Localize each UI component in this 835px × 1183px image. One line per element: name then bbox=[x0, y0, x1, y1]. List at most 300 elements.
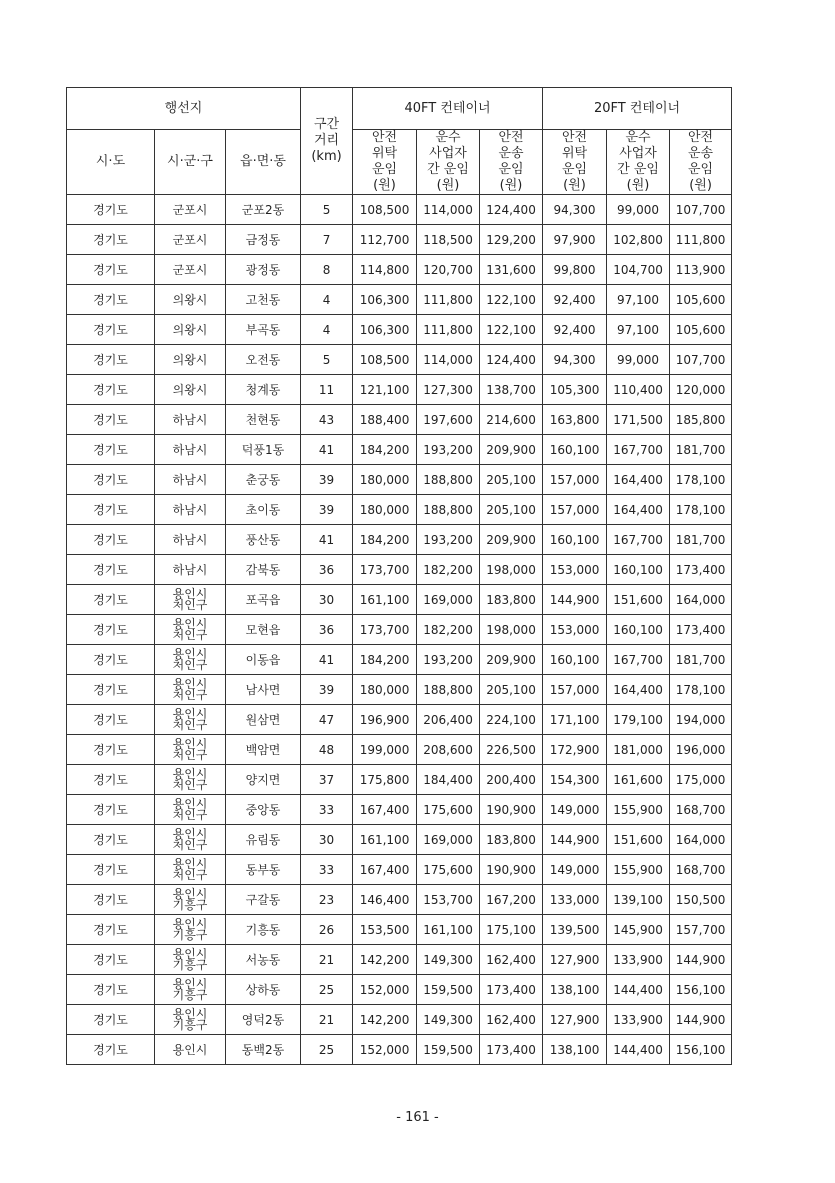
distance-cell: 47 bbox=[301, 705, 353, 735]
table-row bbox=[67, 675, 732, 705]
table-row bbox=[67, 285, 732, 315]
ft20-safe-entrust-cell: 105,300 bbox=[543, 375, 607, 405]
ft20-safe-transport-cell: 113,900 bbox=[670, 255, 732, 285]
ft20-safe-transport-cell: 156,100 bbox=[670, 1035, 732, 1065]
ft20-carrier-cell: 102,800 bbox=[607, 225, 670, 255]
ft20-safe-entrust-cell: 171,100 bbox=[543, 705, 607, 735]
ft20-carrier-cell: 151,600 bbox=[607, 585, 670, 615]
ft40-safe-transport-cell: 205,100 bbox=[480, 465, 543, 495]
ft20-safe-entrust-cell: 160,100 bbox=[543, 525, 607, 555]
distance-cell: 5 bbox=[301, 345, 353, 375]
sigungu-cell: 하남시 bbox=[155, 405, 226, 435]
ft40-safe-entrust-cell: 142,200 bbox=[353, 1005, 417, 1035]
distance-cell: 41 bbox=[301, 435, 353, 465]
ft20-safe-entrust-cell: 127,900 bbox=[543, 1005, 607, 1035]
ft40-safe-transport-cell: 209,900 bbox=[480, 525, 543, 555]
table-row bbox=[67, 885, 732, 915]
ft40-safe-entrust-cell: 184,200 bbox=[353, 435, 417, 465]
ft20-safe-transport-cell: 178,100 bbox=[670, 675, 732, 705]
sido-cell: 경기도 bbox=[67, 825, 155, 855]
ft20-safe-transport-cell: 181,700 bbox=[670, 645, 732, 675]
sigungu-cell: 의왕시 bbox=[155, 345, 226, 375]
sido-cell: 경기도 bbox=[67, 285, 155, 315]
ft40-safe-transport-cell: 198,000 bbox=[480, 555, 543, 585]
ft40-safe-transport-cell: 173,400 bbox=[480, 975, 543, 1005]
sido-cell: 경기도 bbox=[67, 315, 155, 345]
ft20-safe-entrust-cell: 92,400 bbox=[543, 315, 607, 345]
ft40-carrier-cell: 169,000 bbox=[417, 825, 480, 855]
sido-cell: 경기도 bbox=[67, 855, 155, 885]
eupmyeondong-cell: 금정동 bbox=[226, 225, 301, 255]
ft40-safe-transport-cell: 190,900 bbox=[480, 795, 543, 825]
ft20-safe-entrust-cell: 133,000 bbox=[543, 885, 607, 915]
ft40-safe-entrust-cell: 121,100 bbox=[353, 375, 417, 405]
sigungu-cell: 군포시 bbox=[155, 255, 226, 285]
ft20-carrier-cell: 160,100 bbox=[607, 555, 670, 585]
distance-cell: 36 bbox=[301, 555, 353, 585]
ft40-carrier-cell: 182,200 bbox=[417, 615, 480, 645]
sigungu-cell: 용인시 처인구 bbox=[155, 795, 226, 825]
table-row bbox=[67, 765, 732, 795]
distance-cell: 21 bbox=[301, 1005, 353, 1035]
ft20-safe-transport-cell: 173,400 bbox=[670, 615, 732, 645]
sigungu-cell: 용인시 처인구 bbox=[155, 705, 226, 735]
sigungu-cell: 의왕시 bbox=[155, 285, 226, 315]
ft20-safe-entrust-cell: 163,800 bbox=[543, 405, 607, 435]
ft20-safe-entrust-cell: 160,100 bbox=[543, 645, 607, 675]
distance-cell: 37 bbox=[301, 765, 353, 795]
ft20-safe-entrust-cell: 92,400 bbox=[543, 285, 607, 315]
ft40-carrier-cell: 188,800 bbox=[417, 465, 480, 495]
ft40-safe-entrust-cell: 161,100 bbox=[353, 585, 417, 615]
sido-cell: 경기도 bbox=[67, 885, 155, 915]
ft20-carrier-cell: 155,900 bbox=[607, 795, 670, 825]
distance-cell: 5 bbox=[301, 195, 353, 225]
ft40-safe-transport-cell: 209,900 bbox=[480, 435, 543, 465]
ft40-safe-transport-cell: 209,900 bbox=[480, 645, 543, 675]
header-20ft-carrier: 운수 사업자 간 운임 (원) bbox=[607, 130, 670, 195]
eupmyeondong-cell: 중앙동 bbox=[226, 795, 301, 825]
ft40-safe-transport-cell: 167,200 bbox=[480, 885, 543, 915]
eupmyeondong-cell: 덕풍1동 bbox=[226, 435, 301, 465]
ft20-carrier-cell: 110,400 bbox=[607, 375, 670, 405]
ft40-carrier-cell: 193,200 bbox=[417, 435, 480, 465]
table-row bbox=[67, 225, 732, 255]
table-row bbox=[67, 735, 732, 765]
ft40-carrier-cell: 149,300 bbox=[417, 1005, 480, 1035]
eupmyeondong-cell: 천현동 bbox=[226, 405, 301, 435]
ft40-safe-transport-cell: 198,000 bbox=[480, 615, 543, 645]
sigungu-cell: 용인시 기흥구 bbox=[155, 1005, 226, 1035]
ft40-carrier-cell: 182,200 bbox=[417, 555, 480, 585]
ft40-safe-entrust-cell: 146,400 bbox=[353, 885, 417, 915]
eupmyeondong-cell: 동백2동 bbox=[226, 1035, 301, 1065]
eupmyeondong-cell: 부곡동 bbox=[226, 315, 301, 345]
header-distance: 구간 거리 (km) bbox=[301, 88, 353, 195]
ft20-carrier-cell: 144,400 bbox=[607, 1035, 670, 1065]
sigungu-cell: 용인시 처인구 bbox=[155, 675, 226, 705]
sido-cell: 경기도 bbox=[67, 525, 155, 555]
ft20-safe-entrust-cell: 154,300 bbox=[543, 765, 607, 795]
ft20-safe-transport-cell: 194,000 bbox=[670, 705, 732, 735]
header-sigungu: 시·군·구 bbox=[155, 130, 226, 195]
distance-cell: 25 bbox=[301, 975, 353, 1005]
ft40-safe-transport-cell: 129,200 bbox=[480, 225, 543, 255]
distance-cell: 43 bbox=[301, 405, 353, 435]
ft20-safe-entrust-cell: 127,900 bbox=[543, 945, 607, 975]
eupmyeondong-cell: 오전동 bbox=[226, 345, 301, 375]
ft20-safe-transport-cell: 120,000 bbox=[670, 375, 732, 405]
sigungu-cell: 군포시 bbox=[155, 195, 226, 225]
ft20-safe-transport-cell: 150,500 bbox=[670, 885, 732, 915]
table-row bbox=[67, 945, 732, 975]
ft20-safe-transport-cell: 156,100 bbox=[670, 975, 732, 1005]
sigungu-cell: 하남시 bbox=[155, 495, 226, 525]
header-destination: 행선지 bbox=[67, 88, 301, 130]
table-row bbox=[67, 705, 732, 735]
distance-cell: 36 bbox=[301, 615, 353, 645]
header-40ft-safe-entrust: 안전 위탁 운임 (원) bbox=[353, 130, 417, 195]
ft40-safe-entrust-cell: 188,400 bbox=[353, 405, 417, 435]
eupmyeondong-cell: 원삼면 bbox=[226, 705, 301, 735]
distance-cell: 30 bbox=[301, 585, 353, 615]
sigungu-cell: 용인시 처인구 bbox=[155, 585, 226, 615]
sigungu-cell: 의왕시 bbox=[155, 315, 226, 345]
table-row bbox=[67, 645, 732, 675]
ft20-safe-entrust-cell: 139,500 bbox=[543, 915, 607, 945]
ft40-safe-entrust-cell: 152,000 bbox=[353, 975, 417, 1005]
distance-cell: 30 bbox=[301, 825, 353, 855]
ft20-carrier-cell: 164,400 bbox=[607, 495, 670, 525]
sido-cell: 경기도 bbox=[67, 555, 155, 585]
eupmyeondong-cell: 춘궁동 bbox=[226, 465, 301, 495]
freight-rate-table bbox=[66, 87, 732, 1065]
sido-cell: 경기도 bbox=[67, 975, 155, 1005]
sido-cell: 경기도 bbox=[67, 405, 155, 435]
sido-cell: 경기도 bbox=[67, 465, 155, 495]
ft40-safe-transport-cell: 190,900 bbox=[480, 855, 543, 885]
ft40-safe-entrust-cell: 199,000 bbox=[353, 735, 417, 765]
ft40-safe-entrust-cell: 161,100 bbox=[353, 825, 417, 855]
ft20-carrier-cell: 167,700 bbox=[607, 645, 670, 675]
table-row bbox=[67, 435, 732, 465]
ft20-safe-transport-cell: 164,000 bbox=[670, 825, 732, 855]
eupmyeondong-cell: 청계동 bbox=[226, 375, 301, 405]
ft20-safe-transport-cell: 181,700 bbox=[670, 435, 732, 465]
ft40-safe-transport-cell: 131,600 bbox=[480, 255, 543, 285]
sigungu-cell: 용인시 기흥구 bbox=[155, 975, 226, 1005]
ft20-safe-transport-cell: 105,600 bbox=[670, 315, 732, 345]
header-20ft-safe-transport: 안전 운송 운임 (원) bbox=[670, 130, 732, 195]
table-row bbox=[67, 855, 732, 885]
eupmyeondong-cell: 영덕2동 bbox=[226, 1005, 301, 1035]
ft20-safe-entrust-cell: 149,000 bbox=[543, 855, 607, 885]
ft40-safe-entrust-cell: 152,000 bbox=[353, 1035, 417, 1065]
ft40-safe-transport-cell: 122,100 bbox=[480, 315, 543, 345]
ft20-safe-entrust-cell: 157,000 bbox=[543, 495, 607, 525]
ft40-safe-entrust-cell: 184,200 bbox=[353, 525, 417, 555]
ft20-safe-entrust-cell: 138,100 bbox=[543, 975, 607, 1005]
sigungu-cell: 군포시 bbox=[155, 225, 226, 255]
ft20-safe-transport-cell: 111,800 bbox=[670, 225, 732, 255]
ft40-safe-transport-cell: 224,100 bbox=[480, 705, 543, 735]
ft20-carrier-cell: 97,100 bbox=[607, 315, 670, 345]
header-40ft-safe-transport: 안전 운송 운임 (원) bbox=[480, 130, 543, 195]
ft40-carrier-cell: 193,200 bbox=[417, 525, 480, 555]
table-row bbox=[67, 915, 732, 945]
ft40-safe-entrust-cell: 173,700 bbox=[353, 555, 417, 585]
ft20-carrier-cell: 145,900 bbox=[607, 915, 670, 945]
ft20-safe-transport-cell: 196,000 bbox=[670, 735, 732, 765]
distance-cell: 39 bbox=[301, 675, 353, 705]
ft20-safe-entrust-cell: 94,300 bbox=[543, 195, 607, 225]
ft40-carrier-cell: 206,400 bbox=[417, 705, 480, 735]
eupmyeondong-cell: 군포2동 bbox=[226, 195, 301, 225]
table-row bbox=[67, 525, 732, 555]
ft20-safe-transport-cell: 173,400 bbox=[670, 555, 732, 585]
ft20-safe-entrust-cell: 153,000 bbox=[543, 555, 607, 585]
ft40-safe-entrust-cell: 153,500 bbox=[353, 915, 417, 945]
ft40-safe-transport-cell: 226,500 bbox=[480, 735, 543, 765]
ft40-carrier-cell: 114,000 bbox=[417, 345, 480, 375]
sigungu-cell: 용인시 처인구 bbox=[155, 615, 226, 645]
ft20-carrier-cell: 133,900 bbox=[607, 945, 670, 975]
ft20-carrier-cell: 151,600 bbox=[607, 825, 670, 855]
ft20-carrier-cell: 139,100 bbox=[607, 885, 670, 915]
ft20-safe-entrust-cell: 144,900 bbox=[543, 585, 607, 615]
ft40-safe-entrust-cell: 142,200 bbox=[353, 945, 417, 975]
sigungu-cell: 용인시 처인구 bbox=[155, 735, 226, 765]
sigungu-cell: 하남시 bbox=[155, 525, 226, 555]
ft40-safe-entrust-cell: 196,900 bbox=[353, 705, 417, 735]
ft40-carrier-cell: 127,300 bbox=[417, 375, 480, 405]
ft20-safe-entrust-cell: 160,100 bbox=[543, 435, 607, 465]
ft20-carrier-cell: 104,700 bbox=[607, 255, 670, 285]
ft40-carrier-cell: 111,800 bbox=[417, 285, 480, 315]
sigungu-cell: 용인시 처인구 bbox=[155, 855, 226, 885]
distance-cell: 26 bbox=[301, 915, 353, 945]
ft20-safe-entrust-cell: 172,900 bbox=[543, 735, 607, 765]
ft40-safe-transport-cell: 124,400 bbox=[480, 195, 543, 225]
table-row bbox=[67, 495, 732, 525]
ft40-safe-entrust-cell: 167,400 bbox=[353, 795, 417, 825]
ft40-safe-entrust-cell: 167,400 bbox=[353, 855, 417, 885]
sido-cell: 경기도 bbox=[67, 645, 155, 675]
ft40-safe-transport-cell: 162,400 bbox=[480, 945, 543, 975]
distance-cell: 8 bbox=[301, 255, 353, 285]
ft20-carrier-cell: 179,100 bbox=[607, 705, 670, 735]
eupmyeondong-cell: 모현읍 bbox=[226, 615, 301, 645]
eupmyeondong-cell: 동부동 bbox=[226, 855, 301, 885]
ft20-safe-transport-cell: 168,700 bbox=[670, 855, 732, 885]
ft20-safe-transport-cell: 157,700 bbox=[670, 915, 732, 945]
ft20-safe-transport-cell: 107,700 bbox=[670, 345, 732, 375]
ft20-carrier-cell: 171,500 bbox=[607, 405, 670, 435]
ft20-safe-transport-cell: 175,000 bbox=[670, 765, 732, 795]
ft20-carrier-cell: 164,400 bbox=[607, 675, 670, 705]
sido-cell: 경기도 bbox=[67, 945, 155, 975]
ft40-safe-entrust-cell: 114,800 bbox=[353, 255, 417, 285]
sido-cell: 경기도 bbox=[67, 1035, 155, 1065]
eupmyeondong-cell: 광정동 bbox=[226, 255, 301, 285]
ft40-safe-entrust-cell: 106,300 bbox=[353, 285, 417, 315]
eupmyeondong-cell: 양지면 bbox=[226, 765, 301, 795]
eupmyeondong-cell: 포곡읍 bbox=[226, 585, 301, 615]
ft20-safe-transport-cell: 144,900 bbox=[670, 945, 732, 975]
ft20-safe-entrust-cell: 157,000 bbox=[543, 675, 607, 705]
ft40-safe-entrust-cell: 175,800 bbox=[353, 765, 417, 795]
ft20-safe-transport-cell: 181,700 bbox=[670, 525, 732, 555]
ft40-safe-transport-cell: 183,800 bbox=[480, 825, 543, 855]
page-number: - 161 - bbox=[396, 1110, 439, 1125]
distance-cell: 33 bbox=[301, 855, 353, 885]
sigungu-cell: 용인시 기흥구 bbox=[155, 885, 226, 915]
header-sido: 시·도 bbox=[67, 130, 155, 195]
sido-cell: 경기도 bbox=[67, 255, 155, 285]
ft20-carrier-cell: 160,100 bbox=[607, 615, 670, 645]
ft40-safe-transport-cell: 183,800 bbox=[480, 585, 543, 615]
ft20-safe-transport-cell: 164,000 bbox=[670, 585, 732, 615]
table-row bbox=[67, 195, 732, 225]
ft20-carrier-cell: 164,400 bbox=[607, 465, 670, 495]
distance-cell: 25 bbox=[301, 1035, 353, 1065]
eupmyeondong-cell: 백암면 bbox=[226, 735, 301, 765]
ft20-carrier-cell: 99,000 bbox=[607, 345, 670, 375]
header-40ft: 40FT 컨테이너 bbox=[353, 88, 543, 130]
table-row bbox=[67, 975, 732, 1005]
ft40-carrier-cell: 159,500 bbox=[417, 975, 480, 1005]
header-eupmyeondong: 읍·면·동 bbox=[226, 130, 301, 195]
eupmyeondong-cell: 고천동 bbox=[226, 285, 301, 315]
sido-cell: 경기도 bbox=[67, 615, 155, 645]
sigungu-cell: 의왕시 bbox=[155, 375, 226, 405]
ft20-carrier-cell: 167,700 bbox=[607, 435, 670, 465]
ft40-safe-entrust-cell: 108,500 bbox=[353, 345, 417, 375]
ft40-safe-transport-cell: 175,100 bbox=[480, 915, 543, 945]
ft40-carrier-cell: 184,400 bbox=[417, 765, 480, 795]
distance-cell: 23 bbox=[301, 885, 353, 915]
table-row bbox=[67, 615, 732, 645]
ft20-safe-entrust-cell: 94,300 bbox=[543, 345, 607, 375]
sido-cell: 경기도 bbox=[67, 675, 155, 705]
eupmyeondong-cell: 풍산동 bbox=[226, 525, 301, 555]
header-40ft-carrier: 운수 사업자 간 운임 (원) bbox=[417, 130, 480, 195]
distance-cell: 39 bbox=[301, 465, 353, 495]
sido-cell: 경기도 bbox=[67, 375, 155, 405]
ft40-safe-entrust-cell: 184,200 bbox=[353, 645, 417, 675]
ft40-carrier-cell: 188,800 bbox=[417, 675, 480, 705]
ft40-safe-entrust-cell: 180,000 bbox=[353, 495, 417, 525]
ft20-carrier-cell: 161,600 bbox=[607, 765, 670, 795]
sido-cell: 경기도 bbox=[67, 915, 155, 945]
eupmyeondong-cell: 기흥동 bbox=[226, 915, 301, 945]
ft40-safe-transport-cell: 173,400 bbox=[480, 1035, 543, 1065]
ft40-safe-transport-cell: 162,400 bbox=[480, 1005, 543, 1035]
table-row bbox=[67, 465, 732, 495]
sido-cell: 경기도 bbox=[67, 795, 155, 825]
sido-cell: 경기도 bbox=[67, 345, 155, 375]
ft40-carrier-cell: 161,100 bbox=[417, 915, 480, 945]
ft40-safe-transport-cell: 214,600 bbox=[480, 405, 543, 435]
table-row bbox=[67, 255, 732, 285]
distance-cell: 39 bbox=[301, 495, 353, 525]
ft20-carrier-cell: 97,100 bbox=[607, 285, 670, 315]
sigungu-cell: 용인시 bbox=[155, 1035, 226, 1065]
table-row bbox=[67, 1035, 732, 1065]
distance-cell: 4 bbox=[301, 315, 353, 345]
sigungu-cell: 용인시 처인구 bbox=[155, 825, 226, 855]
ft40-safe-entrust-cell: 180,000 bbox=[353, 465, 417, 495]
ft40-carrier-cell: 169,000 bbox=[417, 585, 480, 615]
ft40-carrier-cell: 120,700 bbox=[417, 255, 480, 285]
ft20-safe-transport-cell: 105,600 bbox=[670, 285, 732, 315]
ft40-safe-transport-cell: 205,100 bbox=[480, 495, 543, 525]
ft20-carrier-cell: 99,000 bbox=[607, 195, 670, 225]
table-body bbox=[67, 195, 732, 1065]
eupmyeondong-cell: 서농동 bbox=[226, 945, 301, 975]
ft20-safe-entrust-cell: 144,900 bbox=[543, 825, 607, 855]
ft20-carrier-cell: 181,000 bbox=[607, 735, 670, 765]
ft40-safe-transport-cell: 200,400 bbox=[480, 765, 543, 795]
header-20ft-safe-entrust: 안전 위탁 운임 (원) bbox=[543, 130, 607, 195]
ft20-carrier-cell: 133,900 bbox=[607, 1005, 670, 1035]
table-row bbox=[67, 345, 732, 375]
ft40-carrier-cell: 193,200 bbox=[417, 645, 480, 675]
ft20-safe-transport-cell: 168,700 bbox=[670, 795, 732, 825]
sigungu-cell: 하남시 bbox=[155, 435, 226, 465]
eupmyeondong-cell: 이동읍 bbox=[226, 645, 301, 675]
ft40-carrier-cell: 159,500 bbox=[417, 1035, 480, 1065]
ft20-safe-entrust-cell: 138,100 bbox=[543, 1035, 607, 1065]
eupmyeondong-cell: 구갈동 bbox=[226, 885, 301, 915]
ft40-carrier-cell: 197,600 bbox=[417, 405, 480, 435]
table-row bbox=[67, 585, 732, 615]
sigungu-cell: 용인시 처인구 bbox=[155, 765, 226, 795]
ft20-safe-entrust-cell: 99,800 bbox=[543, 255, 607, 285]
table-row bbox=[67, 795, 732, 825]
eupmyeondong-cell: 감북동 bbox=[226, 555, 301, 585]
table-row bbox=[67, 405, 732, 435]
distance-cell: 4 bbox=[301, 285, 353, 315]
ft20-safe-transport-cell: 185,800 bbox=[670, 405, 732, 435]
ft40-safe-entrust-cell: 173,700 bbox=[353, 615, 417, 645]
sido-cell: 경기도 bbox=[67, 495, 155, 525]
ft40-carrier-cell: 118,500 bbox=[417, 225, 480, 255]
ft40-carrier-cell: 111,800 bbox=[417, 315, 480, 345]
distance-cell: 7 bbox=[301, 225, 353, 255]
ft20-carrier-cell: 144,400 bbox=[607, 975, 670, 1005]
sido-cell: 경기도 bbox=[67, 765, 155, 795]
ft40-carrier-cell: 208,600 bbox=[417, 735, 480, 765]
ft40-carrier-cell: 149,300 bbox=[417, 945, 480, 975]
sigungu-cell: 하남시 bbox=[155, 465, 226, 495]
eupmyeondong-cell: 상하동 bbox=[226, 975, 301, 1005]
ft20-carrier-cell: 167,700 bbox=[607, 525, 670, 555]
ft40-safe-transport-cell: 205,100 bbox=[480, 675, 543, 705]
ft40-safe-transport-cell: 124,400 bbox=[480, 345, 543, 375]
sido-cell: 경기도 bbox=[67, 735, 155, 765]
sigungu-cell: 용인시 기흥구 bbox=[155, 945, 226, 975]
distance-cell: 41 bbox=[301, 525, 353, 555]
sigungu-cell: 용인시 기흥구 bbox=[155, 915, 226, 945]
distance-cell: 41 bbox=[301, 645, 353, 675]
table-row bbox=[67, 1005, 732, 1035]
ft20-safe-entrust-cell: 153,000 bbox=[543, 615, 607, 645]
ft40-safe-entrust-cell: 106,300 bbox=[353, 315, 417, 345]
sigungu-cell: 하남시 bbox=[155, 555, 226, 585]
eupmyeondong-cell: 유림동 bbox=[226, 825, 301, 855]
ft40-safe-entrust-cell: 180,000 bbox=[353, 675, 417, 705]
